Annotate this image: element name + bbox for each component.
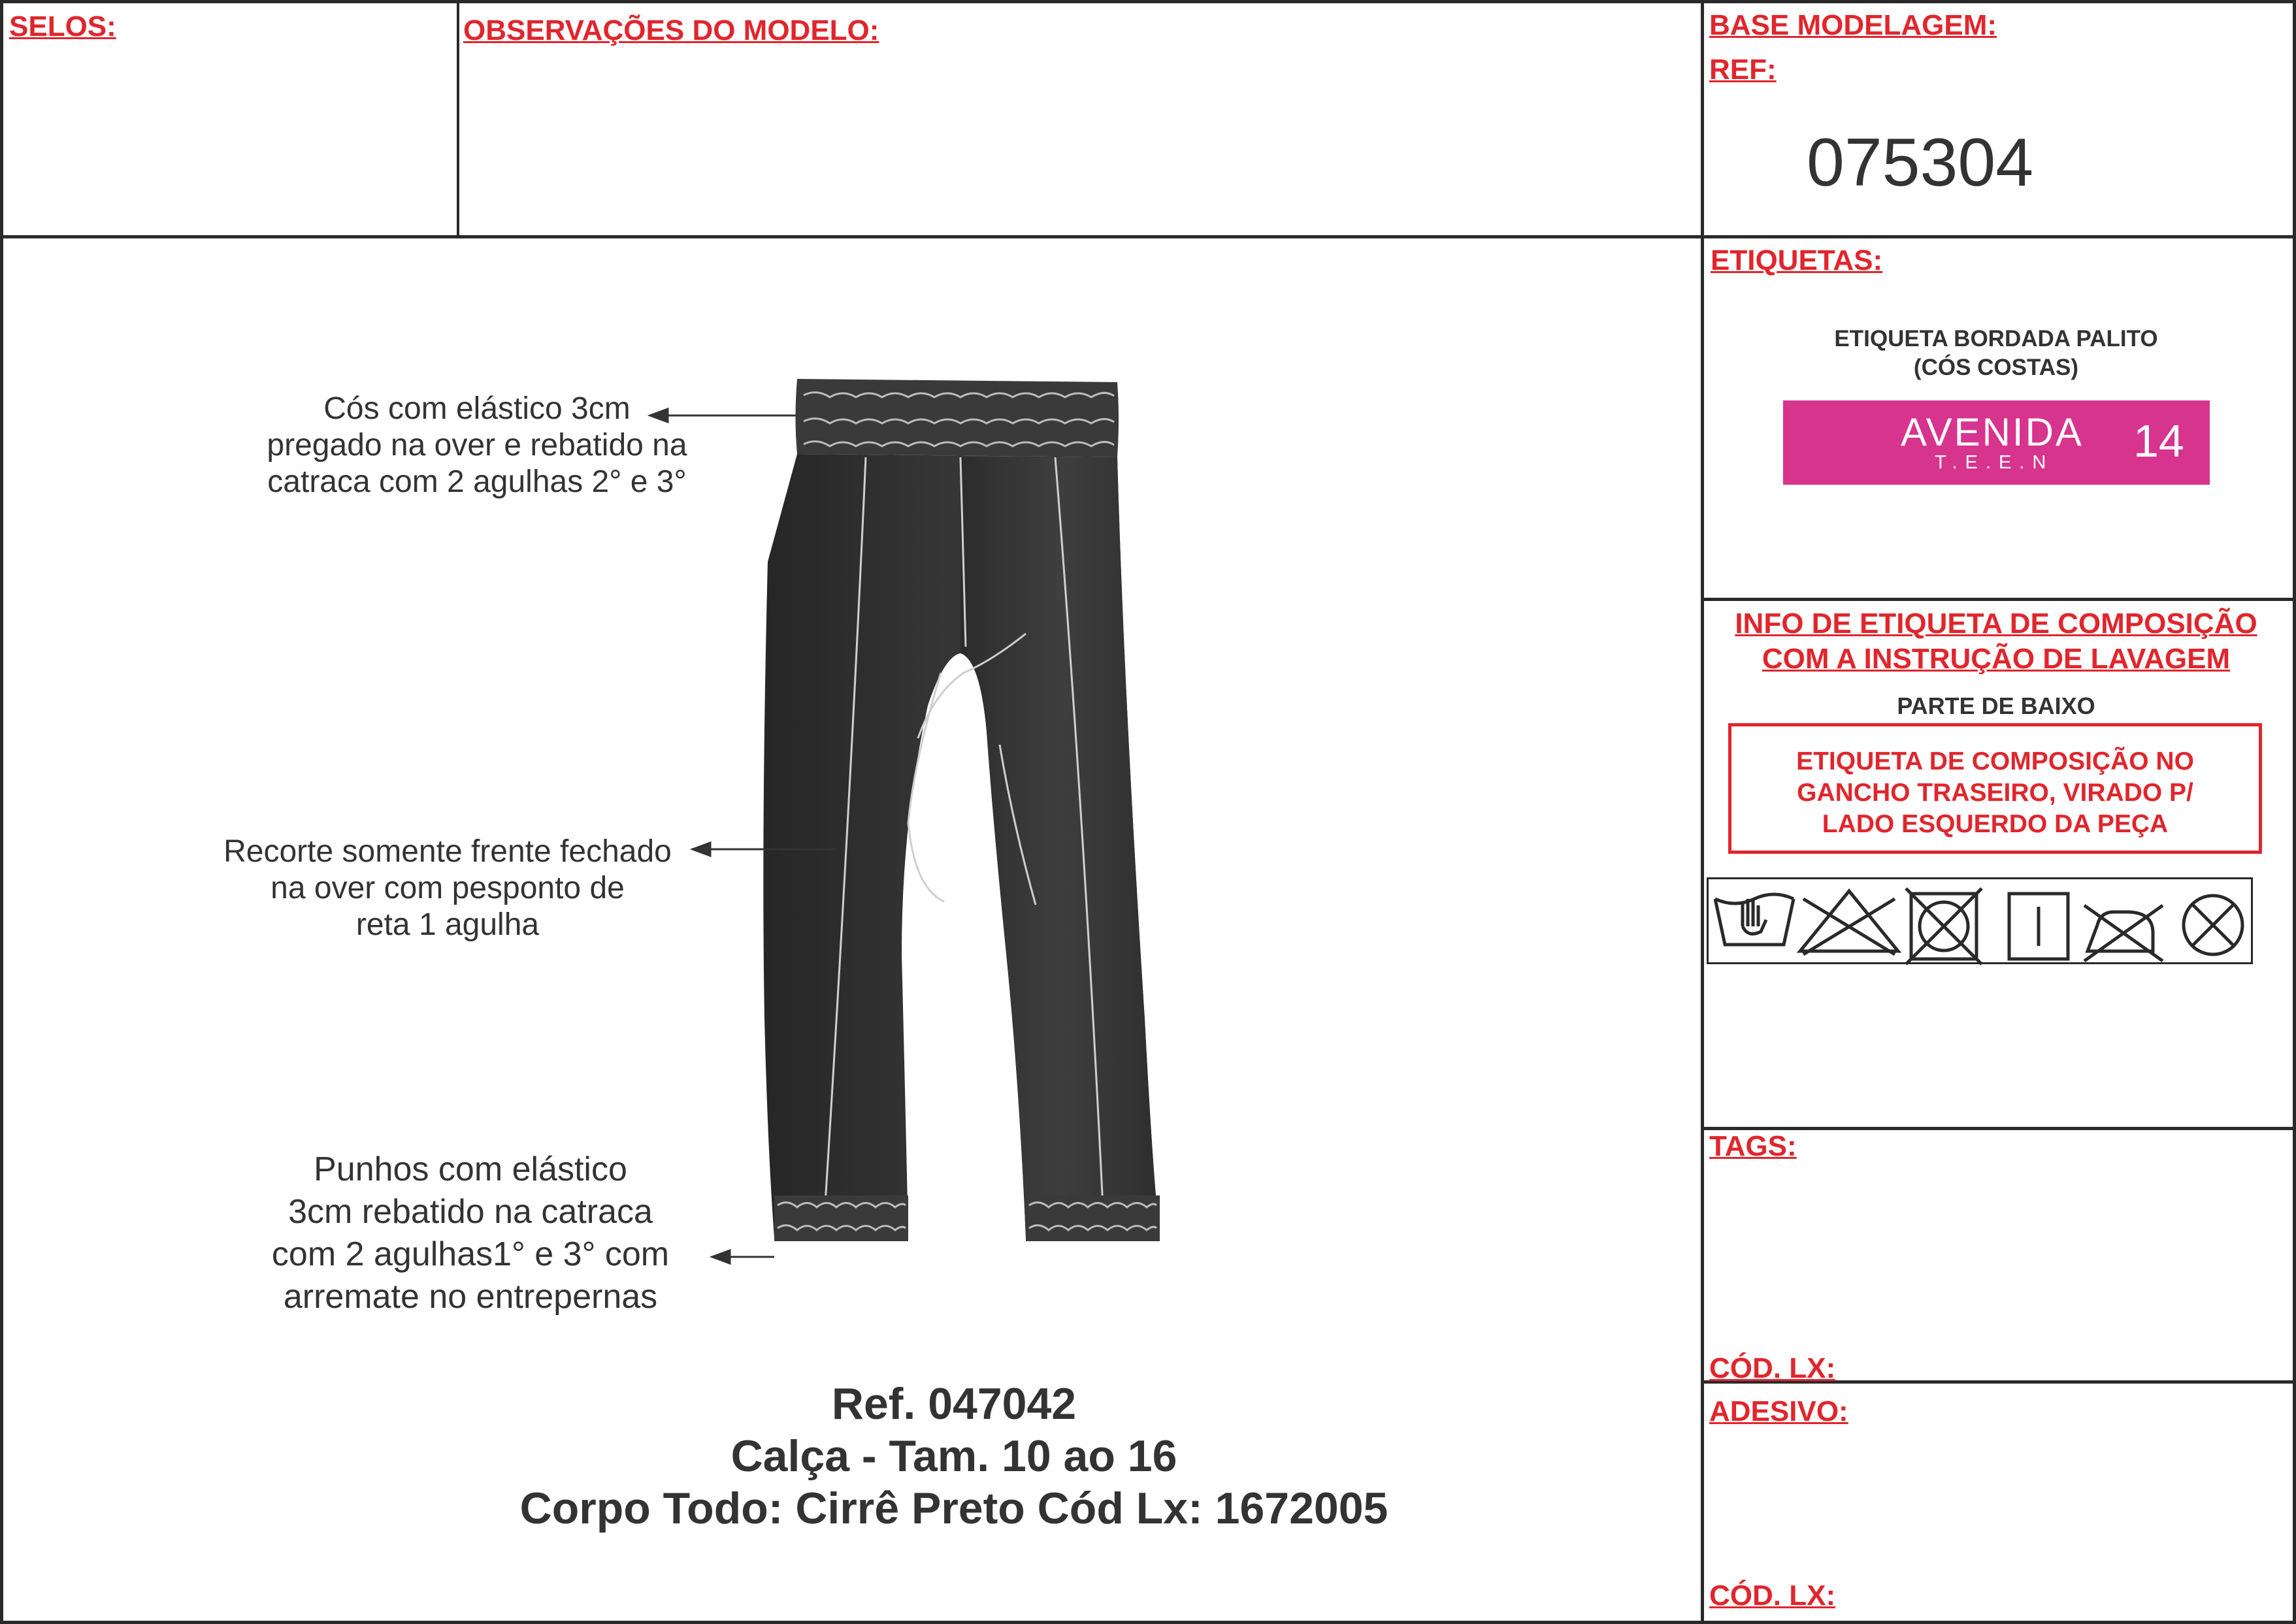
base-modelagem-label: BASE MODELAGEM:: [1709, 9, 1997, 41]
etiqueta-caption-line1: ETIQUETA BORDADA PALITO: [1834, 326, 2158, 351]
punhos-annotation-line2: 3cm rebatido na catraca: [288, 1193, 653, 1231]
adesivo-label: ADESIVO:: [1709, 1395, 1848, 1427]
recorte-annotation-line3: reta 1 agulha: [355, 907, 540, 942]
waistband-annotation: [242, 391, 712, 500]
recorte-annotation-line2: na over com pesponto de: [271, 871, 625, 905]
base-ref-number: 075304: [1807, 125, 2034, 201]
composicao-title-line1: INFO DE ETIQUETA DE COMPOSIÇÃO: [1735, 608, 2257, 640]
punhos-annotation-line4: arremate no entrepernas: [283, 1278, 658, 1316]
recorte-annotation: [196, 834, 699, 943]
waistband-annotation-line3: catraca com 2 agulhas 2° e 3°: [267, 464, 687, 499]
brand-number: 14: [2133, 415, 2184, 466]
punhos-annotation-line3: com 2 agulhas1° e 3° com: [271, 1235, 670, 1273]
parte-de-baixo: PARTE DE BAIXO: [1897, 692, 2095, 719]
etiqueta-caption-line2: (CÓS COSTAS): [1913, 355, 2079, 380]
brand-name: AVENIDA: [1901, 410, 2084, 454]
punhos-annotation-line1: Punhos com elástico: [314, 1150, 627, 1188]
instruction-line2: GANCHO TRASEIRO, VIRADO P/: [1797, 779, 2193, 807]
observacoes-label: OBSERVAÇÕES DO MODELO:: [463, 14, 879, 46]
footer-ref: Ref. 047042: [831, 1379, 1077, 1429]
adesivo-cod-lx-label: CÓD. LX:: [1709, 1580, 1836, 1612]
tags-label: TAGS:: [1709, 1130, 1797, 1162]
composicao-title-line2: COM A INSTRUÇÃO DE LAVAGEM: [1762, 643, 2231, 675]
waistband-annotation-line2: pregado na over e rebatido na: [267, 428, 687, 463]
recorte-annotation-line1: Recorte somente frente fechado: [223, 834, 672, 869]
selos-label: SELOS:: [9, 10, 116, 42]
instruction-line3: LADO ESQUERDO DA PEÇA: [1822, 810, 2169, 838]
etiquetas-label: ETIQUETAS:: [1711, 244, 1883, 276]
ref-label: REF:: [1709, 54, 1777, 86]
punhos-annotation: [222, 1148, 719, 1318]
waistband-annotation-line1: Cós com elástico 3cm: [323, 391, 631, 426]
brand-sub: T.E.E.N: [1935, 452, 2054, 473]
tags-cod-lx-label: CÓD. LX:: [1709, 1352, 1836, 1384]
footer-product: Calça - Tam. 10 ao 16: [730, 1431, 1177, 1481]
instruction-line1: ETIQUETA DE COMPOSIÇÃO NO: [1796, 747, 2194, 775]
footer-material: Corpo Todo: Cirrê Preto Cód Lx: 1672005: [519, 1484, 1388, 1533]
